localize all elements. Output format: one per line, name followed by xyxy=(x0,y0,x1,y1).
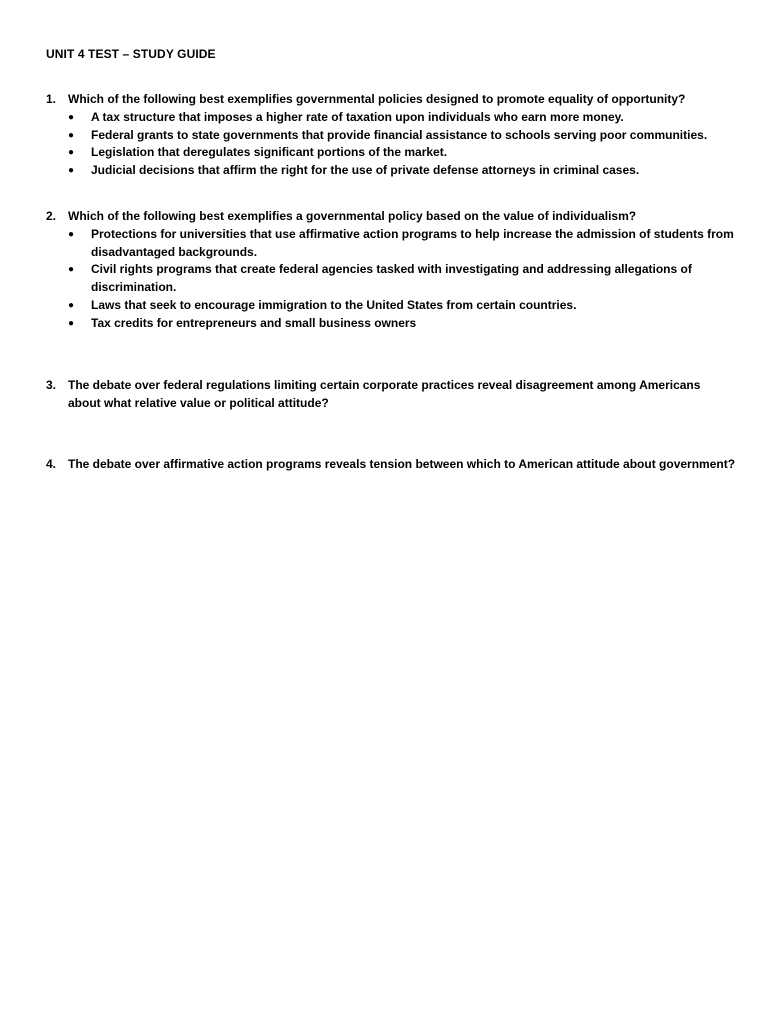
bullet-icon: ● xyxy=(68,299,75,311)
question-text: The debate over affirmative action programs reveals tension between which to American attitude about government? xyxy=(68,457,736,471)
question-number: 3. xyxy=(46,378,57,392)
answer-option xyxy=(68,315,736,333)
question-text: The debate over federal regulations limiting certain corporate practices reveal disagreement among Americans about what relative value or political attitude? xyxy=(68,378,701,410)
bullet-icon: ● xyxy=(68,111,75,123)
bullet-icon: ● xyxy=(68,129,75,141)
bullet-icon: ● xyxy=(68,264,75,276)
answer-option xyxy=(68,144,736,162)
answer-options xyxy=(46,109,736,180)
question-number: 4. xyxy=(46,457,57,471)
question-number: 2. xyxy=(46,209,57,223)
option-text: Tax credits for entrepreneurs and small business owners xyxy=(91,315,417,330)
answer-option xyxy=(68,297,736,315)
answer-option xyxy=(68,162,736,180)
answer-option xyxy=(68,261,736,297)
bullet-icon: ● xyxy=(68,228,75,240)
option-text: Federal grants to state governments that provide financial assistance to schools serving poor communities. xyxy=(91,127,708,142)
question-number: 1. xyxy=(46,92,57,106)
question-text: Which of the following best exemplifies governmental policies designed to promote equality of opportunity? xyxy=(68,92,686,106)
question-2 xyxy=(46,208,736,333)
question-text: Which of the following best exemplifies a governmental policy based on the value of individualism? xyxy=(68,209,637,223)
bullet-icon: ● xyxy=(68,317,75,329)
question-3 xyxy=(46,377,736,413)
bullet-icon: ● xyxy=(68,165,75,177)
bullet-icon: ● xyxy=(68,147,75,159)
answer-option xyxy=(68,109,736,127)
question-1 xyxy=(46,91,736,180)
option-text: Legislation that deregulates significant portions of the market. xyxy=(91,145,448,160)
option-text: Judicial decisions that affirm the right for the use of private defense attorneys in criminal cases. xyxy=(91,163,640,178)
question-4 xyxy=(46,456,736,474)
option-text: A tax structure that imposes a higher rate of taxation upon individuals who earn more money. xyxy=(91,109,624,124)
answer-options xyxy=(46,226,736,333)
document-title: UNIT 4 TEST – STUDY GUIDE xyxy=(46,47,216,61)
option-text: Protections for universities that use affirmative action programs to help increase the admission of students from disadvantaged backgrounds. xyxy=(91,226,734,259)
answer-option xyxy=(68,226,736,262)
answer-option xyxy=(68,127,736,145)
option-text: Laws that seek to encourage immigration to the United States from certain countries. xyxy=(91,297,577,312)
option-text: Civil rights programs that create federal agencies tasked with investigating and addressing allegations of discrimination. xyxy=(91,262,692,295)
